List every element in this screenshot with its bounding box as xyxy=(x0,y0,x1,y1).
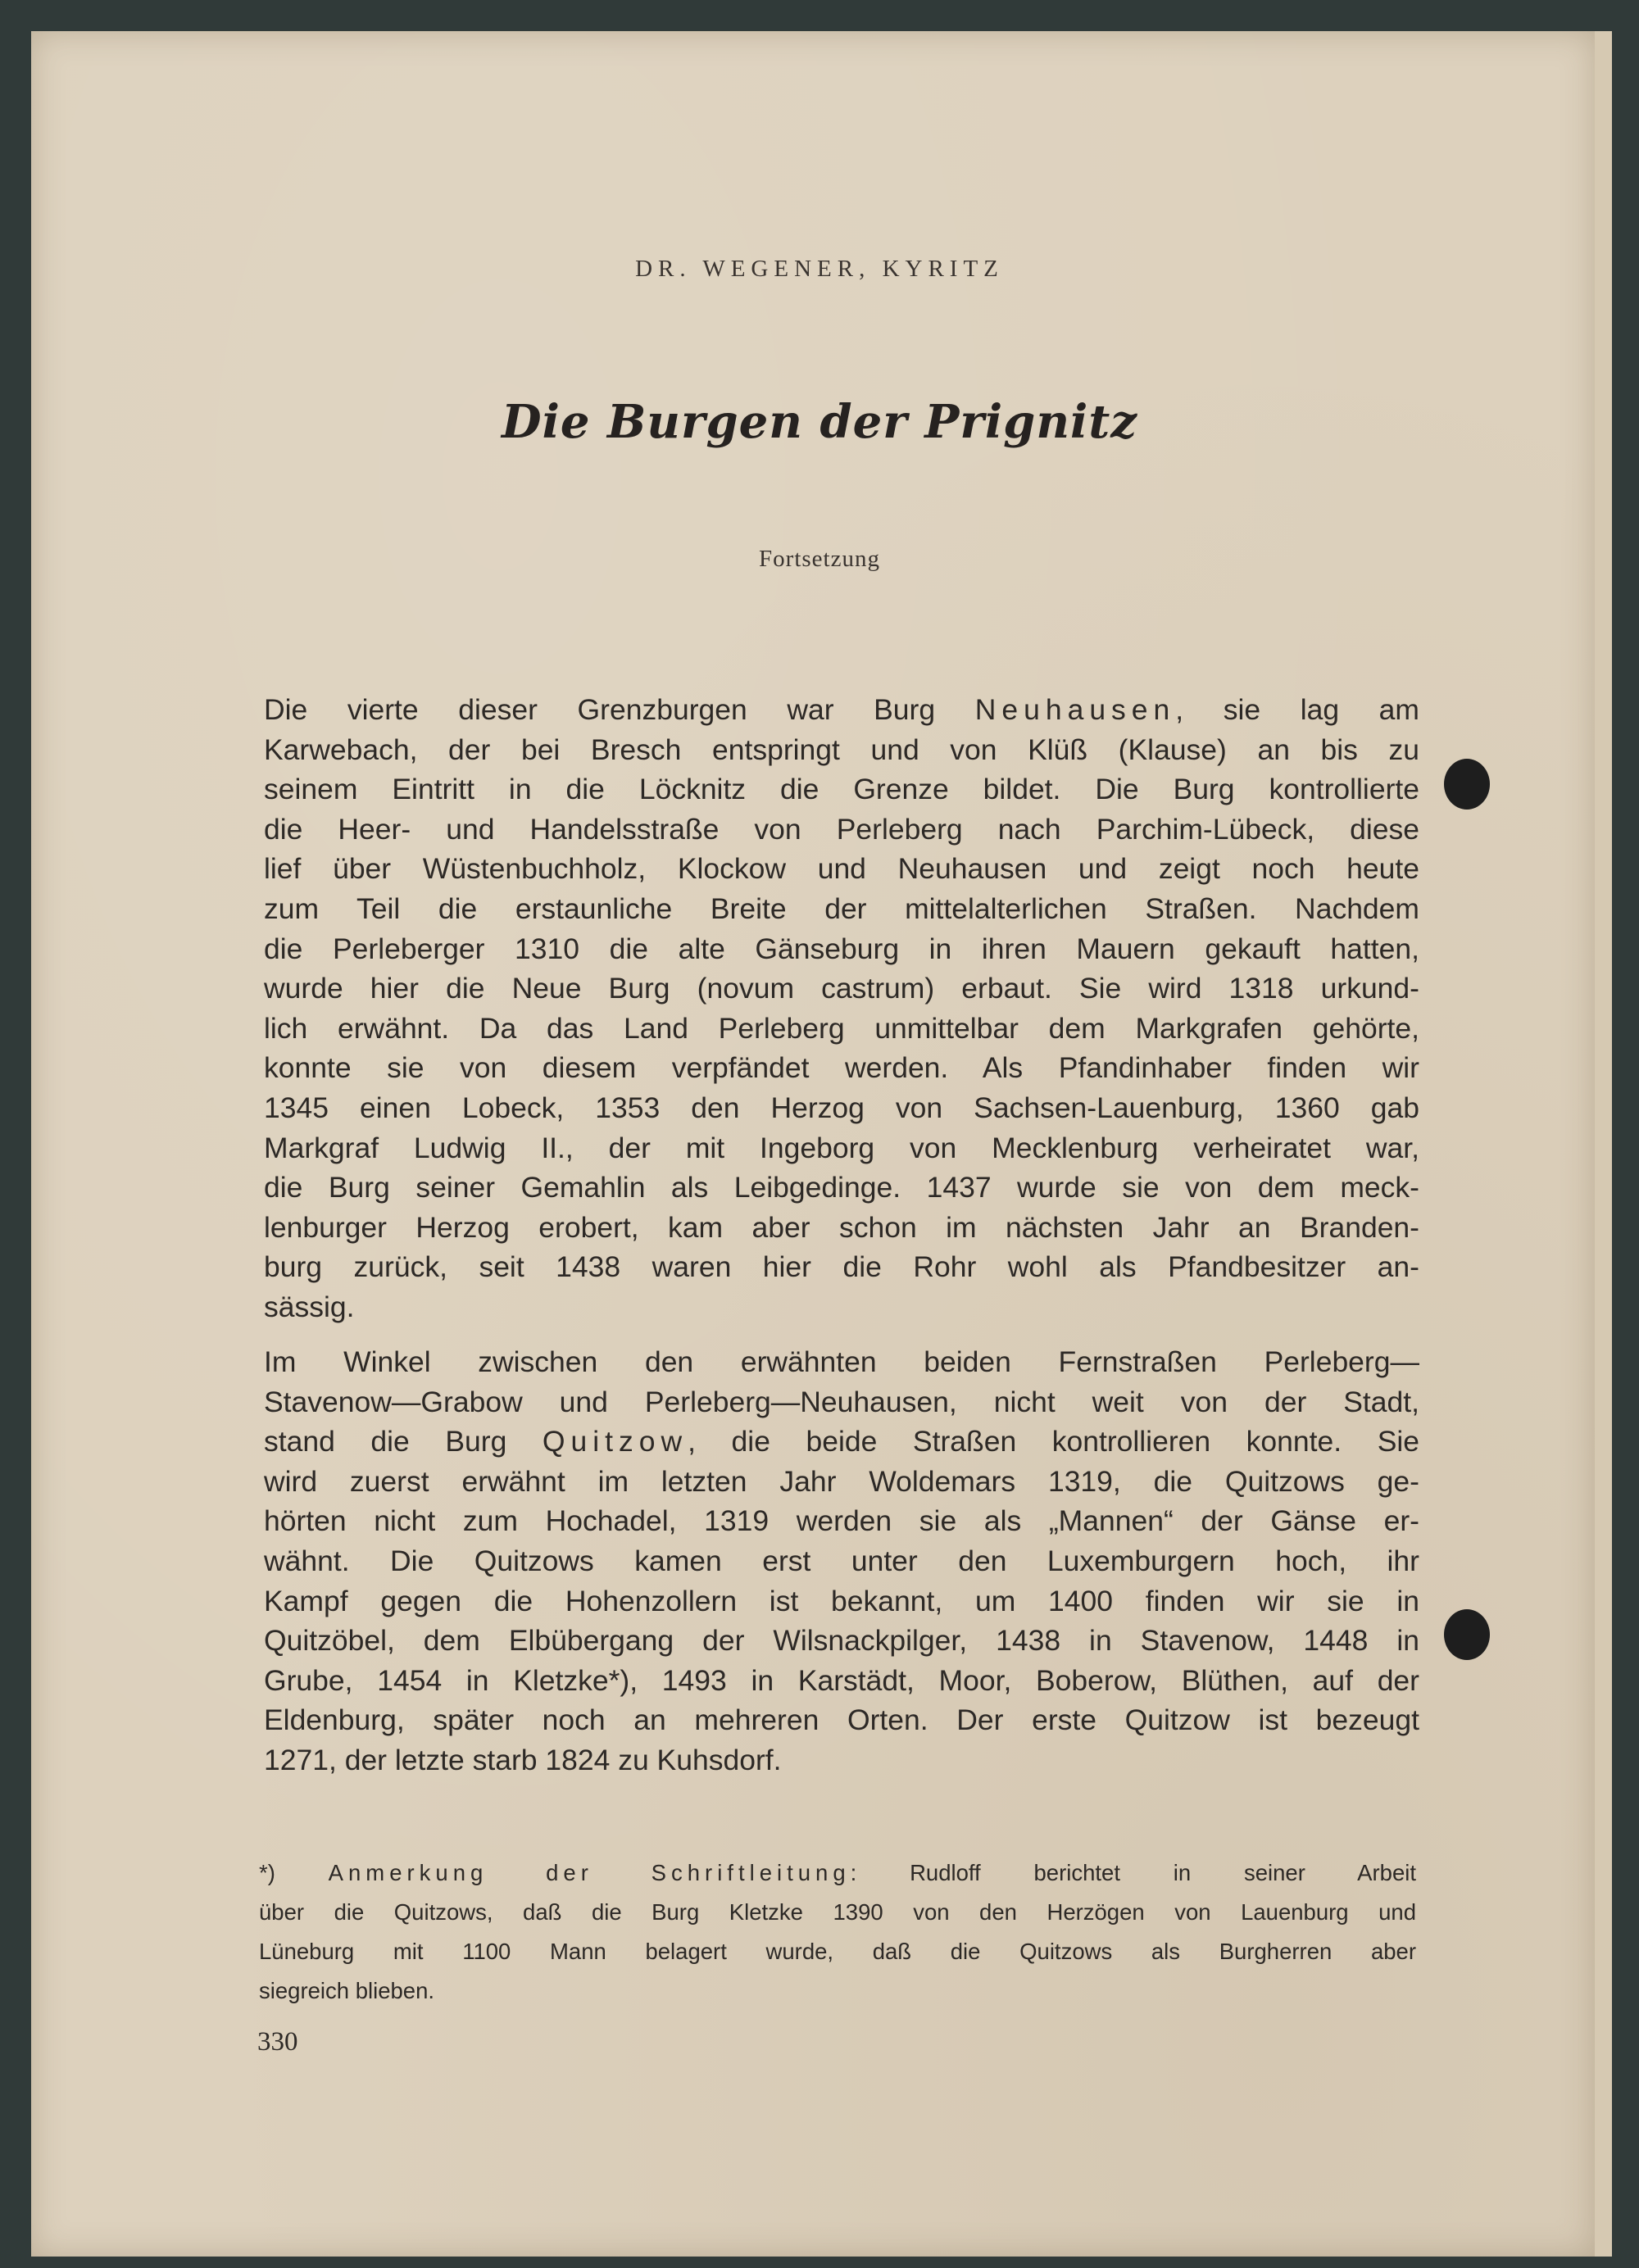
text-line: seinem Eintritt in die Löcknitz die Grenze bildet. Die Burg kontrollierte xyxy=(264,773,1419,806)
text-line: konnte sie von diesem verpfändet werden. Als Pfandinhaber finden wir xyxy=(264,1051,1419,1085)
author-line: DR. WEGENER, KYRITZ xyxy=(635,256,1004,282)
text-line: lenburger Herzog erobert, kam aber schon im nächsten Jahr an Branden- xyxy=(264,1210,1419,1244)
emphasized-name: Neuhausen xyxy=(974,693,1176,726)
footnote-line: über die Quitzows, daß die Burg Kletzke 1390 von den Herzögen von Lauenburg und xyxy=(259,1899,1416,1925)
punch-hole-icon xyxy=(1444,1609,1490,1660)
paragraph-2 xyxy=(264,1342,1419,1780)
text-line: wähnt. Die Quitzows kamen erst unter den Luxemburgern hoch, ihr xyxy=(264,1544,1419,1577)
emphasized-name: Quitzow xyxy=(542,1425,688,1458)
footnote-line: *) Anmerkung der Schriftleitung: Rudloff berichtet in seiner Arbeit xyxy=(259,1860,1417,1885)
text-line: Karwebach, der bei Bresch entspringt und von Klüß (Klause) an bis zu xyxy=(264,733,1419,766)
text-line: burg zurück, seit 1438 waren hier die Rohr wohl als Pfandbesitzer an- xyxy=(264,1250,1419,1284)
footnote-line: Lüneburg mit 1100 Mann belagert wurde, daß die Quitzows als Burgherren aber xyxy=(259,1939,1416,1964)
text-line: Kampf gegen die Hohenzollern ist bekannt, um 1400 finden wir sie in xyxy=(264,1584,1419,1617)
footnote-line: siegreich blieben. xyxy=(259,1978,435,2003)
text-line: zum Teil die erstaunliche Breite der mittelalterlichen Straßen. Nachdem xyxy=(264,891,1419,925)
footnote xyxy=(259,1853,1416,2011)
text-line: 1271, der letzte starb 1824 zu Kuhsdorf. xyxy=(264,1743,782,1776)
footnote-label: Anmerkung der Schriftleitung xyxy=(328,1860,851,1885)
page-number: 330 xyxy=(257,2027,298,2057)
article-title: Die Burgen der Prignitz xyxy=(502,395,1137,449)
text-line: lich erwähnt. Da das Land Perleberg unmittelbar dem Markgrafen gehörte, xyxy=(264,1011,1419,1045)
text-line: Grube, 1454 in Kletzke*), 1493 in Karstädt, Moor, Boberow, Blüthen, auf der xyxy=(264,1663,1419,1697)
text-line: Markgraf Ludwig II., der mit Ingeborg von Mecklenburg verheiratet war, xyxy=(264,1131,1419,1164)
text-line: Quitzöbel, dem Elbübergang der Wilsnackpilger, 1438 in Stavenow, 1448 in xyxy=(264,1624,1419,1658)
text-line: Die vierte dieser Grenzburgen war Burg Neuhausen, sie lag am xyxy=(264,693,1419,726)
text-line: Eldenburg, später noch an mehreren Orten. Der erste Quitzow ist bezeugt xyxy=(264,1703,1419,1737)
text-line: 1345 einen Lobeck, 1353 den Herzog von Sachsen-Lauenburg, 1360 gab xyxy=(264,1091,1419,1124)
text-line: wird zuerst erwähnt im letzten Jahr Woldemars 1319, die Quitzows ge- xyxy=(264,1464,1419,1498)
text-line: Stavenow—Grabow und Perleberg—Neuhausen, nicht weit von der Stadt, xyxy=(264,1385,1419,1418)
text-line: lief über Wüstenbuchholz, Klockow und Neuhausen und zeigt noch heute xyxy=(264,852,1419,886)
punch-hole-icon xyxy=(1444,759,1490,810)
text-line: Im Winkel zwischen den erwähnten beiden Fernstraßen Perleberg— xyxy=(264,1345,1419,1378)
text-line: stand die Burg Quitzow, die beide Straßen kontrollieren konnte. Sie xyxy=(264,1425,1419,1458)
paragraph-1 xyxy=(264,690,1419,1327)
text-line: hörten nicht zum Hochadel, 1319 werden sie als „Mannen“ der Gänse er- xyxy=(264,1504,1419,1538)
text-line: wurde hier die Neue Burg (novum castrum) erbaut. Sie wird 1318 urkund- xyxy=(264,972,1419,1005)
text-line: sässig. xyxy=(264,1290,355,1323)
article-subtitle: Fortsetzung xyxy=(759,546,880,572)
text-line: die Burg seiner Gemahlin als Leibgedinge. 1437 wurde sie von dem meck- xyxy=(264,1171,1419,1204)
text-line: die Heer- und Handelsstraße von Perleberg nach Parchim-Lübeck, diese xyxy=(264,812,1419,846)
text-line: die Perleberger 1310 die alte Gänseburg in ihren Mauern gekauft hatten, xyxy=(264,932,1419,965)
